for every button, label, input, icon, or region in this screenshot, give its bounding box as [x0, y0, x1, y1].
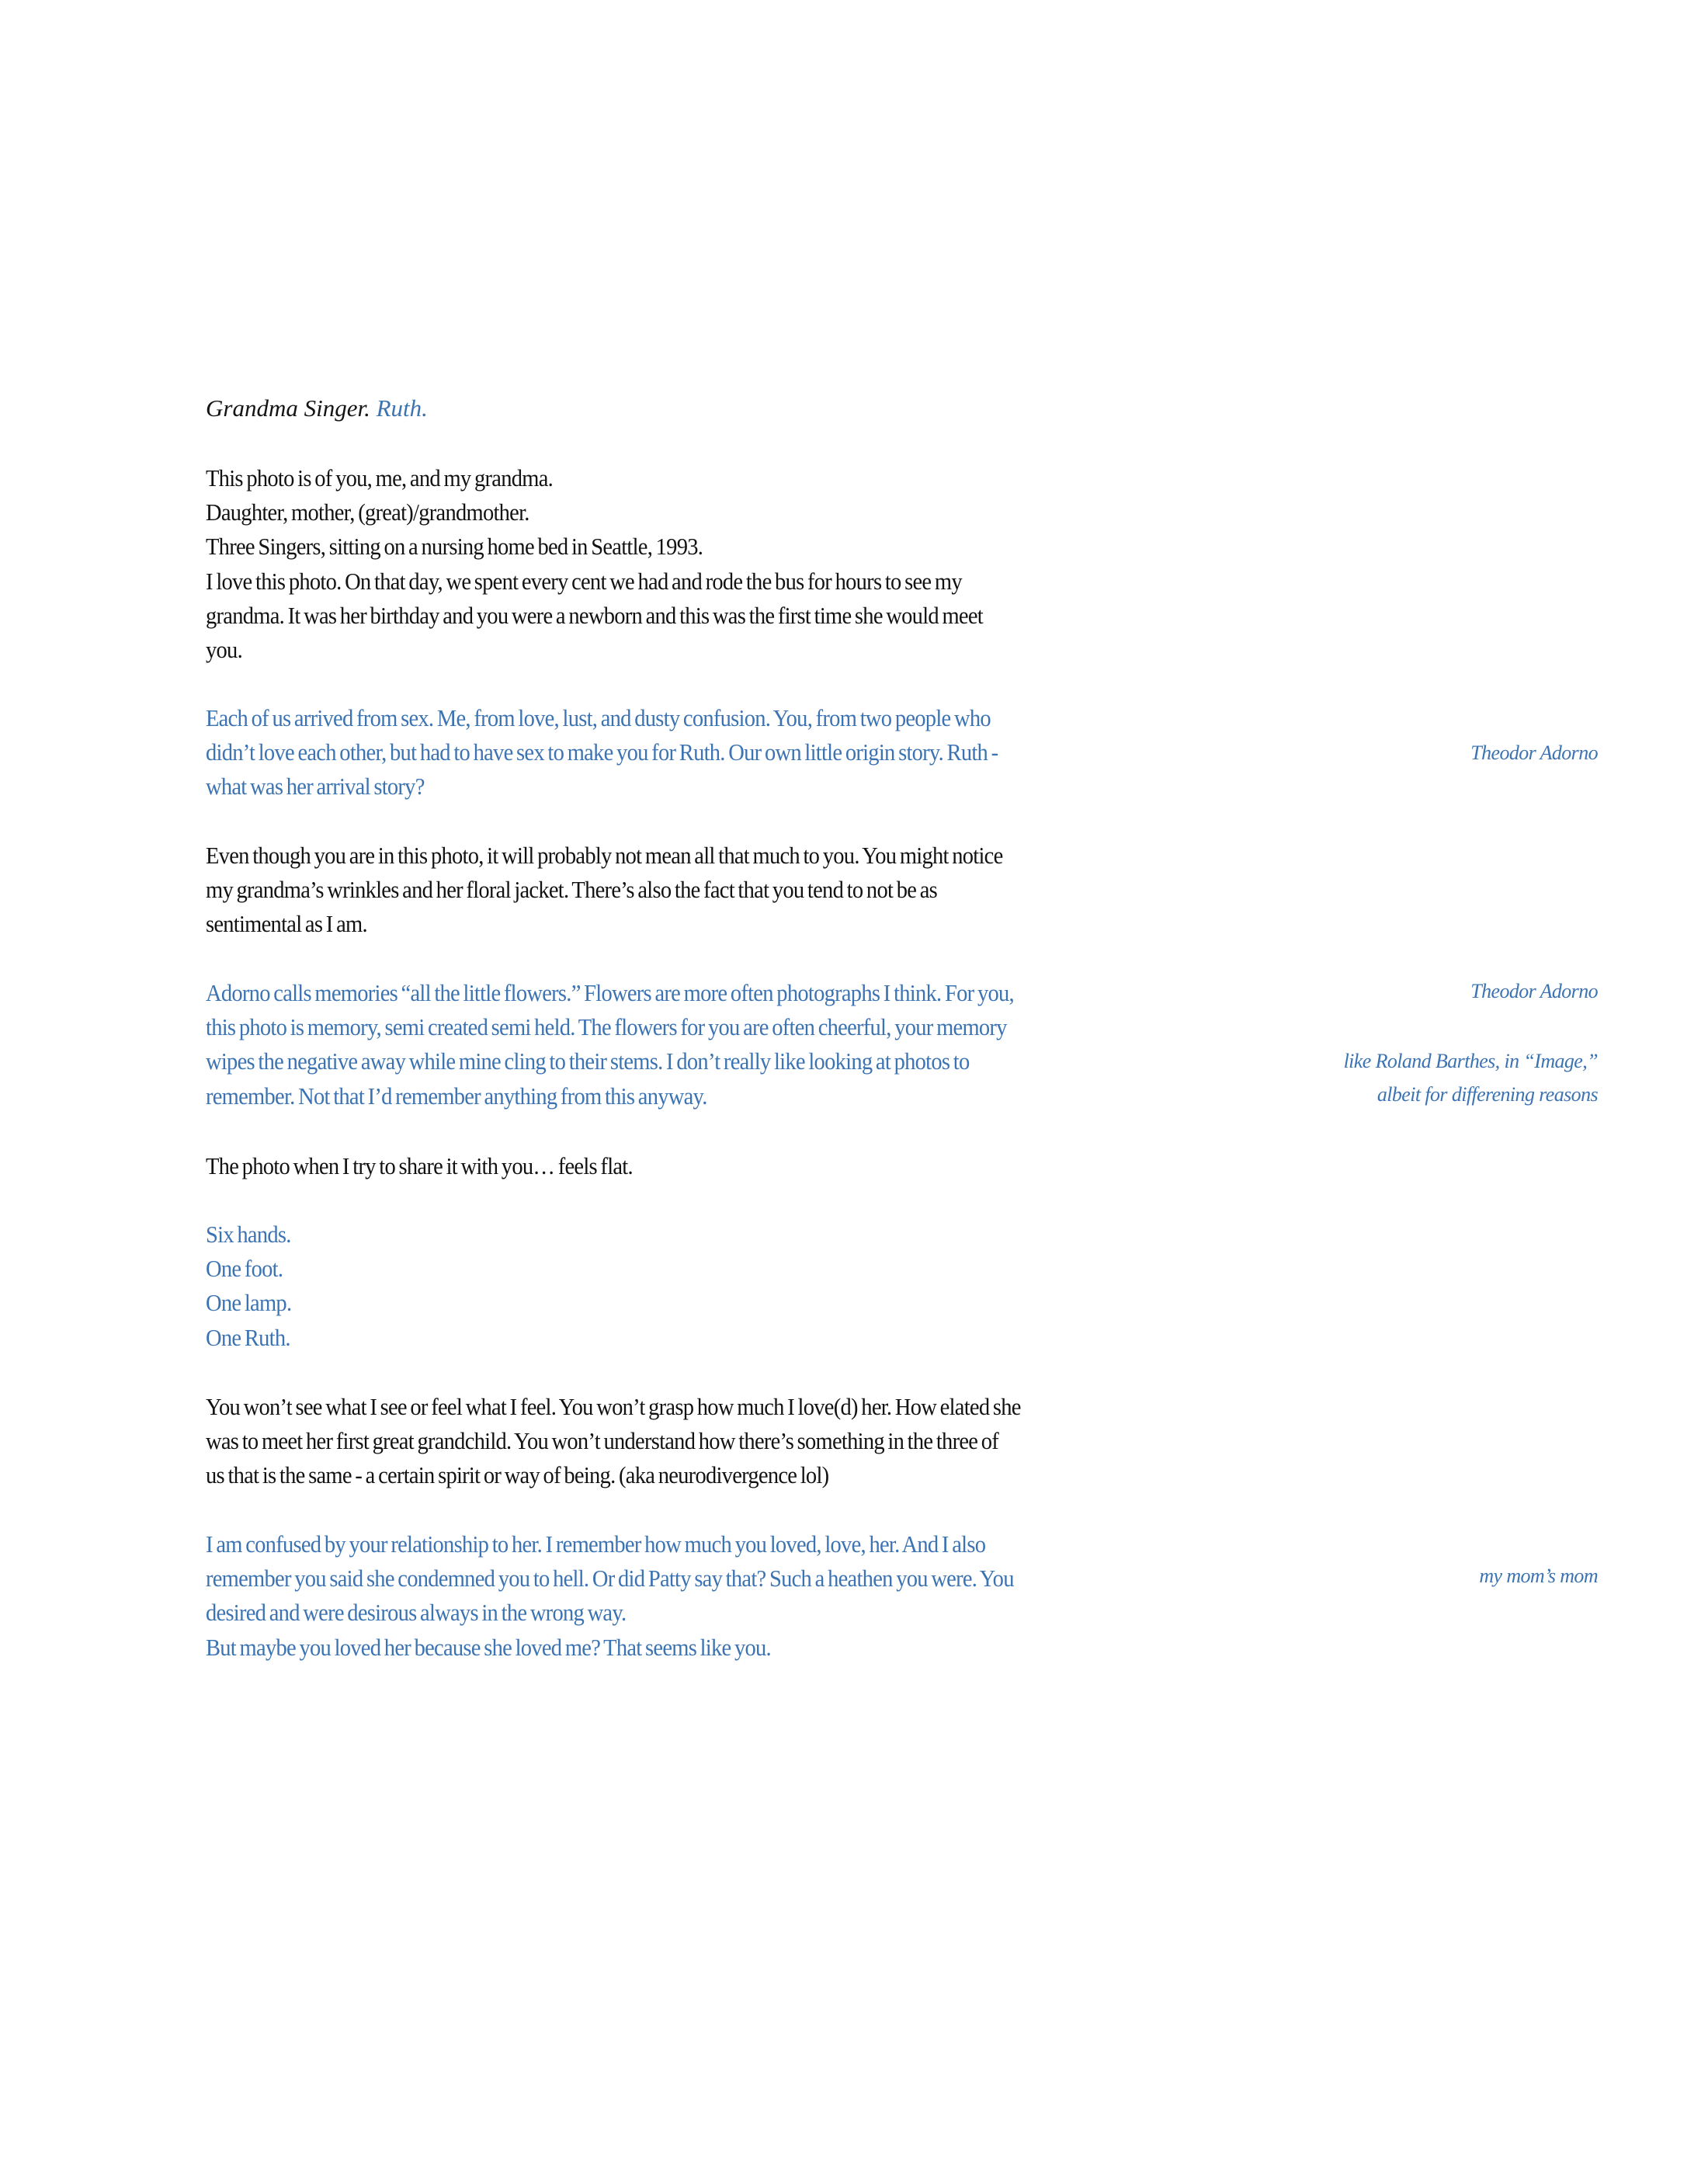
- paragraph-feels-flat: [206, 1149, 1020, 1183]
- text-line: what was her arrival story?: [206, 773, 425, 801]
- text-line: Adorno calls memories “all the little flowers.” Flowers are more often photographs I think. For you,: [206, 979, 1014, 1006]
- text-line: One Ruth.: [206, 1323, 290, 1351]
- text-line: desired and were desirous always in the wrong way.: [206, 1599, 627, 1627]
- text-line: Each of us arrived from sex. Me, from love, lust, and dusty confusion. You, from two people who: [206, 704, 991, 731]
- paragraph-list: [206, 1217, 1020, 1355]
- text-line: This photo is of you, me, and my grandma.: [206, 464, 554, 491]
- text-line: remember. Not that I’d remember anything from this anyway.: [206, 1082, 707, 1110]
- text-line: my grandma’s wrinkles and her floral jacket. There’s also the fact that you tend to not be as: [206, 876, 937, 904]
- title-subtitle: Ruth.: [370, 394, 428, 422]
- document-title: [206, 391, 428, 425]
- paragraph-relationship: [206, 1527, 1020, 1665]
- text-line: you.: [206, 636, 242, 664]
- margin-note-barthes: [1344, 1044, 1598, 1111]
- text-line: grandma. It was her birthday and you were a newborn and this was the first time she would meet: [206, 601, 983, 629]
- paragraph-origin-story: [206, 701, 1020, 804]
- text-line: didn’t love each other, but had to have sex to make you for Ruth. Our own little origin story. Ruth -: [206, 738, 998, 766]
- margin-note: Theodor Adorno: [1470, 980, 1598, 1002]
- text-line: One lamp.: [206, 1289, 292, 1317]
- text-line: Six hands.: [206, 1221, 291, 1248]
- paragraph-adorno-flowers: [206, 976, 1020, 1113]
- text-line: was to meet her first great grandchild. You won’t understand how there’s something in the three of: [206, 1427, 999, 1455]
- text-line: albeit for differening reasons: [1376, 1083, 1598, 1106]
- text-line: Daughter, mother, (great)/grandmother.: [206, 498, 529, 526]
- text-line: The photo when I try to share it with you… feels flat.: [206, 1152, 633, 1179]
- margin-note: my mom’s mom: [1479, 1565, 1598, 1587]
- paragraph-understanding: [206, 1390, 1020, 1493]
- margin-note: Theodor Adorno: [1470, 742, 1598, 764]
- text-line: I love this photo. On that day, we spent every cent we had and rode the bus for hours to see my: [206, 567, 962, 595]
- text-line: like Roland Barthes, in “Image,”: [1343, 1050, 1598, 1072]
- text-line: sentimental as I am.: [206, 910, 367, 938]
- text-line: Three Singers, sitting on a nursing home bed in Seattle, 1993.: [206, 533, 703, 561]
- paragraph-photo-description: [206, 461, 1020, 667]
- title-name: Grandma Singer: [206, 394, 365, 422]
- text-line: remember you said she condemned you to hell. Or did Patty say that? Such a heathen you were. You: [206, 1565, 1014, 1593]
- text-line: I am confused by your relationship to her. I remember how much you loved, love, her. And I also: [206, 1530, 986, 1558]
- text-line: One foot.: [206, 1255, 283, 1283]
- text-line: this photo is memory, semi created semi held. The flowers for you are often cheerful, your memory: [206, 1013, 1007, 1041]
- text-line: You won’t see what I see or feel what I feel. You won’t grasp how much I love(d) her. How elated she: [206, 1393, 1021, 1420]
- text-line: But maybe you loved her because she loved me? That seems like you.: [206, 1633, 771, 1661]
- text-line: Even though you are in this photo, it will probably not mean all that much to you. You might notice: [206, 842, 1003, 869]
- text-line: wipes the negative away while mine cling to their stems. I don’t really like looking at photos to: [206, 1047, 970, 1075]
- paragraph-meaning: [206, 839, 1020, 942]
- text-line: us that is the same - a certain spirit or way of being. (aka neurodivergence lol): [206, 1461, 829, 1489]
- title-separator: .: [364, 394, 370, 422]
